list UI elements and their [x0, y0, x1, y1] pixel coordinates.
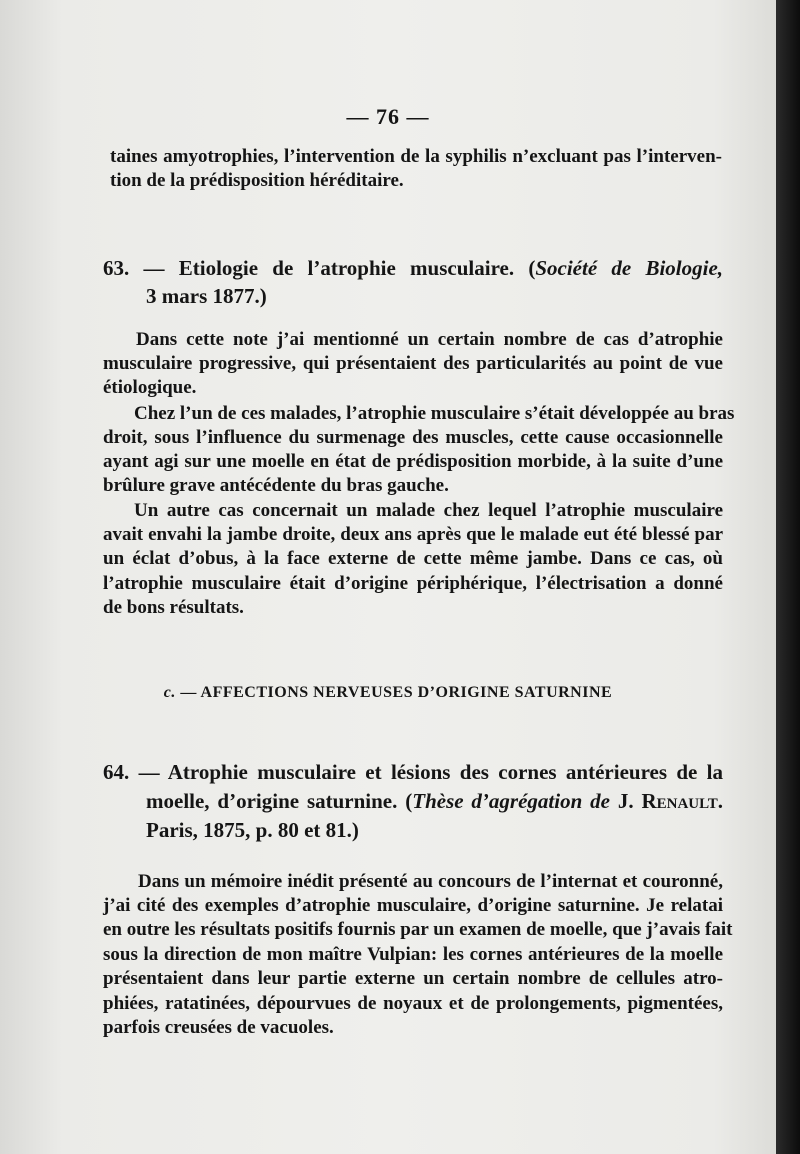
- text-line: ayant agi sur une moelle en état de prédisposition morbide, à la suite d’une: [103, 451, 723, 472]
- section-dash: —: [180, 684, 197, 701]
- citation-author: J. Renault.: [617, 789, 724, 813]
- citation-journal: Société de Biologie,: [535, 256, 724, 280]
- citation: [528, 256, 723, 280]
- text-line: phiées, ratatinées, dépourvues de noyaux et de prolongements, pigmentées,: [103, 993, 723, 1014]
- section-title: AFFECTIONS NERVEUSES D’ORIGINE SATURNINE: [200, 684, 613, 701]
- text-line: étiologique.: [103, 377, 197, 398]
- text-line: en outre les résultats positifs fournis par un examen de moelle, que j’avais fait: [103, 919, 733, 940]
- text-line: Dans cette note j’ai mentionné un certain nombre de cas d’atrophie: [136, 329, 723, 350]
- section-heading: [0, 684, 776, 702]
- entry-title: Etiologie de l’atrophie musculaire.: [178, 256, 515, 280]
- entry-number: 64. —: [103, 760, 160, 784]
- entry-64-title-line2: [146, 789, 723, 814]
- text-line: Un autre cas concernait un malade chez lequel l’atrophie musculaire: [134, 500, 723, 521]
- section-letter: c.: [163, 684, 176, 701]
- text-line: sous la direction de mon maître Vulpian: les cornes antérieures de la moelle: [103, 944, 723, 965]
- text-line: parfois creusées de vacuoles.: [103, 1017, 334, 1038]
- entry-number: 63. —: [103, 256, 165, 280]
- page-number: — 76 —: [346, 104, 430, 129]
- text-line: tion de la prédisposition héréditaire.: [110, 170, 404, 191]
- text-line: un éclat d’obus, à la face externe de cette même jambe. Dans ce cas, où: [103, 548, 723, 569]
- text-line: taines amyotrophies, l’intervention de la syphilis n’excluant pas l’interven-: [110, 146, 722, 167]
- text-line: de bons résultats.: [103, 597, 244, 618]
- entry-title: Atrophie musculaire et lésions des cornes antérieures de la: [167, 760, 723, 784]
- text-line: avait envahi la jambe droite, deux ans après que le malade eut été blessé par: [103, 524, 723, 545]
- text-line: présentaient dans leur partie externe un certain nombre de cellules atro-: [103, 968, 723, 989]
- page-edge-shadow: [776, 0, 800, 1154]
- text-line: l’atrophie musculaire était d’origine périphérique, l’électrisation a donné: [103, 573, 723, 594]
- text-line: Dans un mémoire inédit présenté au concours de l’internat et couronné,: [138, 871, 723, 892]
- citation-paren: (: [405, 789, 413, 813]
- citation-place-date: Paris, 1875, p. 80 et 81.): [146, 818, 359, 842]
- citation-date: 3 mars 1877.): [146, 284, 267, 308]
- entry-63-heading: [103, 256, 723, 281]
- entry-64-heading: [103, 760, 723, 785]
- entry-title-cont: moelle, d’origine saturnine.: [146, 789, 398, 813]
- citation: [405, 789, 610, 813]
- citation-paren: (: [528, 256, 536, 280]
- text-line: brûlure grave antécédente du bras gauche.: [103, 475, 449, 496]
- text-line: musculaire progressive, qui présentaient des particularités au point de vue: [103, 353, 723, 374]
- text-line: j’ai cité des exemples d’atrophie musculaire, d’origine saturnine. Je relatai: [103, 895, 723, 916]
- text-line: droit, sous l’influence du surmenage des muscles, cette cause occasionnelle: [103, 427, 723, 448]
- text-line: Chez l’un de ces malades, l’atrophie musculaire s’était développée au bras: [134, 403, 735, 424]
- citation-these: Thèse d’agrégation de: [412, 789, 610, 813]
